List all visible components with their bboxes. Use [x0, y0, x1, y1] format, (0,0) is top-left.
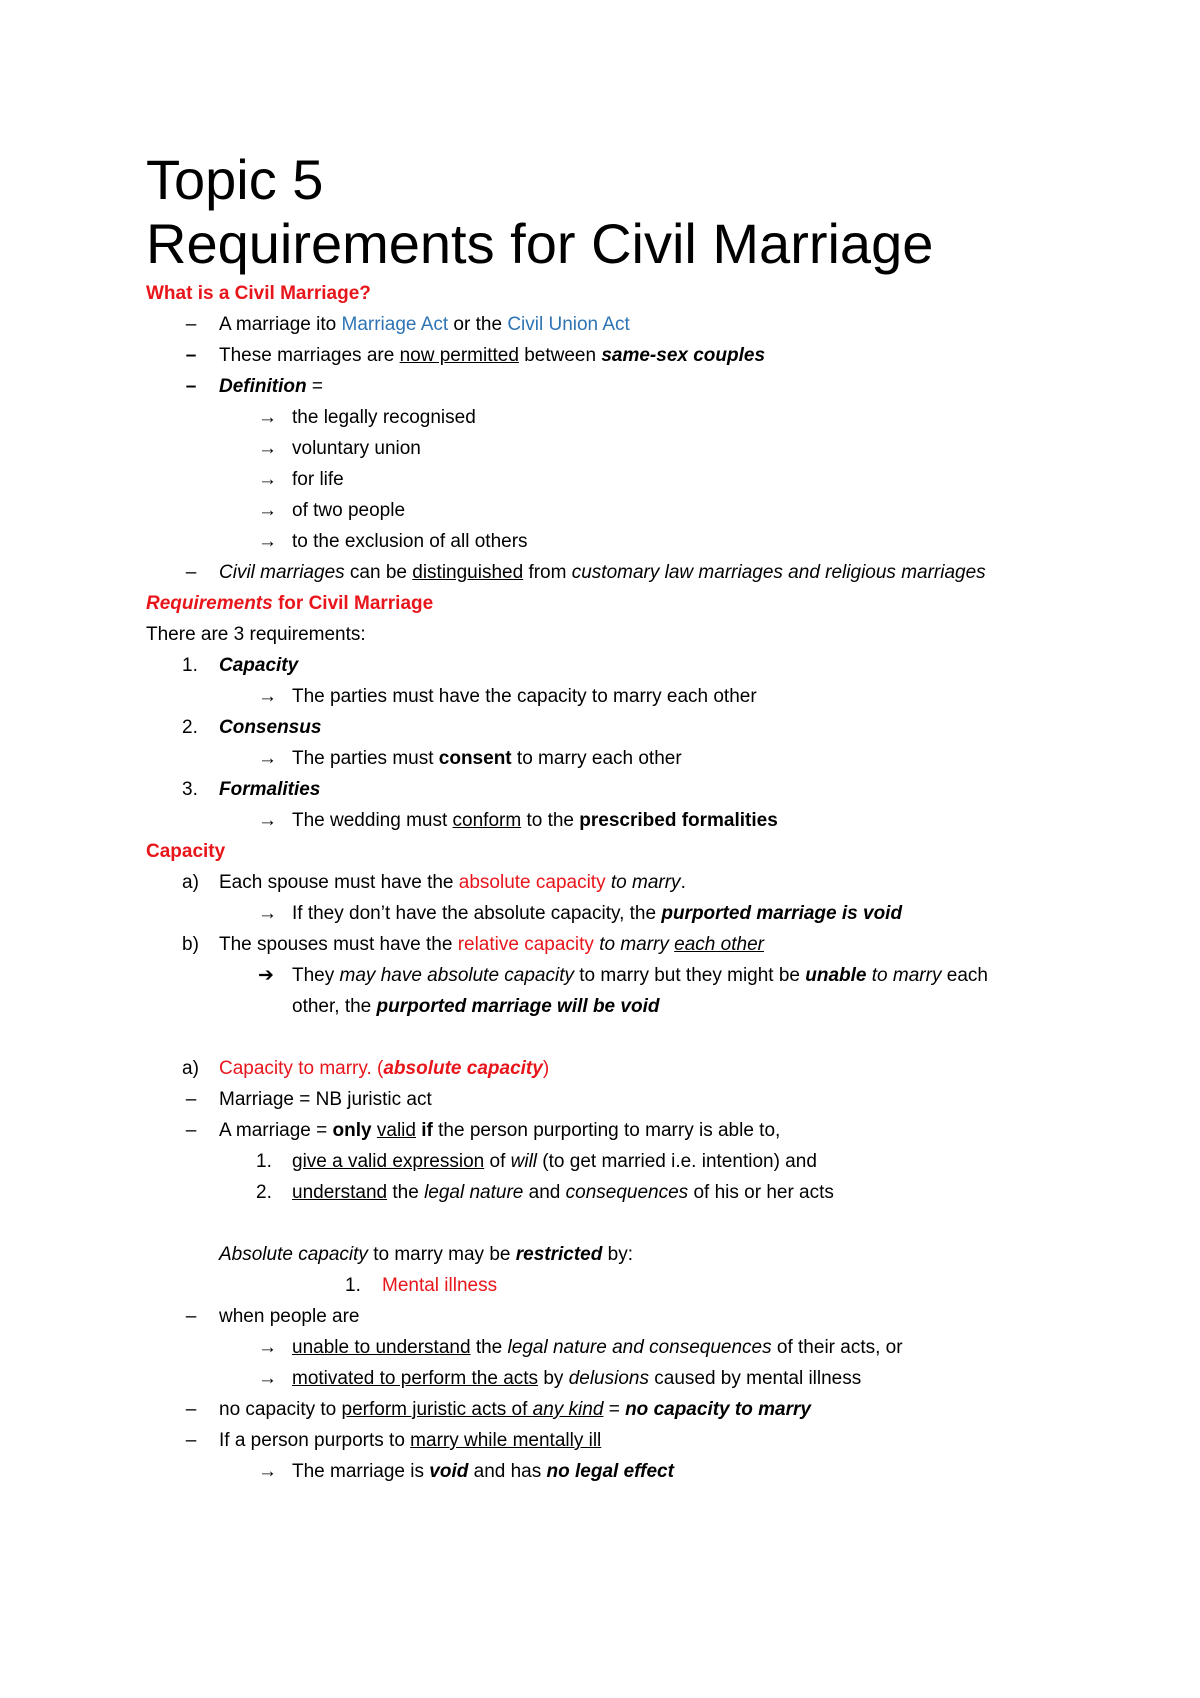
page-title: Requirements for Civil Marriage	[146, 212, 934, 275]
arrow-icon: →	[258, 1368, 277, 1389]
dash-bullet: –	[185, 562, 197, 583]
requirements-intro: There are 3 requirements:	[146, 624, 366, 645]
list-number: 1.	[256, 1151, 272, 1172]
topic-number: Topic 5	[146, 148, 324, 211]
section-heading-what-is: What is a Civil Marriage?	[146, 283, 371, 304]
arrow-icon: →	[258, 500, 277, 521]
dash-bullet: –	[185, 1120, 197, 1141]
arrow-icon: →	[258, 748, 277, 769]
arrow-icon: →	[258, 1461, 277, 1482]
list-marker: b)	[182, 934, 199, 955]
section-heading-requirements: Requirements for Civil Marriage	[146, 593, 434, 614]
dash-bullet: –	[185, 1430, 197, 1451]
arrow-icon: →	[258, 469, 277, 490]
dash-bullet: –	[185, 1399, 197, 1420]
arrow-icon: →	[258, 810, 277, 831]
bold-arrow-icon: ➔	[258, 965, 274, 986]
list-marker: a)	[182, 1058, 199, 1079]
arrow-icon: →	[258, 903, 277, 924]
list-marker: a)	[182, 872, 199, 893]
civil-union-act-ref: Civil Union Act	[507, 314, 630, 335]
dash-bullet: –	[185, 1306, 197, 1327]
section-heading-capacity: Capacity	[146, 841, 226, 862]
list-number: 1.	[345, 1275, 361, 1296]
dash-bullet: –	[185, 1089, 197, 1110]
arrow-icon: →	[258, 686, 277, 707]
list-number: 2.	[256, 1182, 272, 1203]
arrow-icon: →	[258, 407, 277, 428]
dash-bullet: –	[185, 376, 197, 397]
list-number: 1.	[182, 655, 198, 676]
marriage-act-ref: Marriage Act	[341, 314, 449, 335]
list-number: 2.	[182, 717, 198, 738]
document-page: Topic 5 Requirements for Civil Marriage What is a Civil Marriage? – A marriage ito Marriage Act or the Civil Union Act – These marriages are now permitted between same-sex couples – Definition = → the legally recognised → voluntary union → for life → of two people → to the exclusion of all others – Civil marriages can be distinguished from customary law marriages and religious marriages Requirements for Civil Marriage There are 3 requirements: 1. Capacity → The parties must have the capacity to marry each other 2. Consensus → The parties must consent to marry each other 3. Formalities → The wedding must conform to the prescribed formalities Capacity a) Each spouse must have the absolute capacity to marry. → If they don’t have the absolute capacity, the purported marriage is void b) The spouses must have the relative capacity to marry each other ➔ They may have absolute capacity to marry but they might be unable to marry each other, the purported marriage will be void a) Capacity to marry. (absolute capacity) – Marriage = NB juristic act – A marriage = only valid if the person purporting to marry is able to, 1. give a valid expression of will (to get married i.e. intention) and 2. understand the legal nature and consequences of his or her acts Absolute capacity to marry may be restricted by: 1. Mental illness – when people are → unable to understand the legal nature and consequences of their acts, or → motivated to perform the acts by delusions caused by mental illness – no capacity to perform juristic acts of any kind = no capacity to marry – If a person purports to marry while mentally ill → The marriage is void and has no legal effect	[146, 148, 988, 1482]
mental-illness-label: Mental illness	[382, 1275, 498, 1296]
dash-bullet: –	[185, 345, 197, 366]
list-number: 3.	[182, 779, 198, 800]
dash-bullet: –	[185, 314, 197, 335]
arrow-icon: →	[258, 531, 277, 552]
arrow-icon: →	[258, 438, 277, 459]
arrow-icon: →	[258, 1337, 277, 1358]
